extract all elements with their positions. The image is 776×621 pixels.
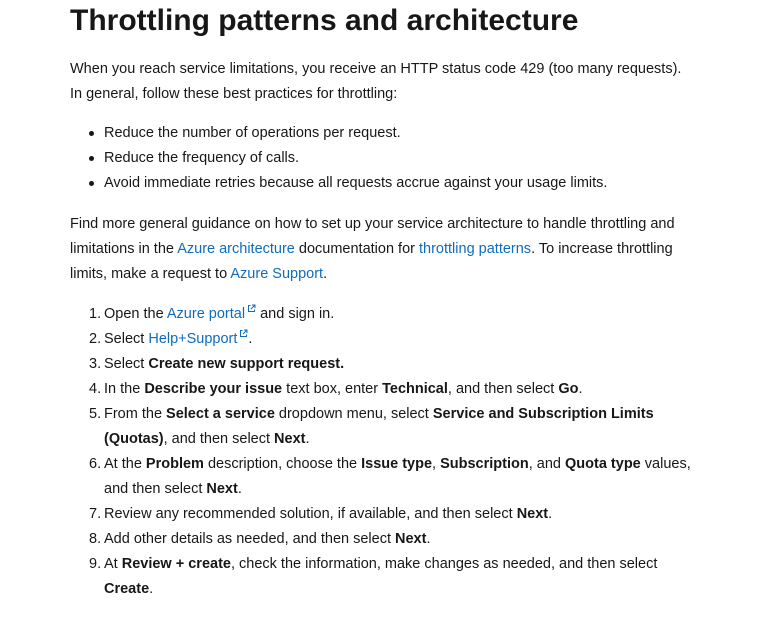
- step-number: 9.: [89, 556, 102, 572]
- page-title: Throttling patterns and architecture: [70, 4, 579, 37]
- step-text: Select: [104, 331, 149, 347]
- step-text: dropdown menu, select: [274, 406, 433, 422]
- step-text: description, choose the: [203, 456, 362, 472]
- ui-term: Service and Subscription Limits (Quotas): [104, 406, 654, 447]
- ui-term: Next: [395, 531, 427, 547]
- ui-term: Subscription: [440, 456, 529, 472]
- azure-portal-link[interactable]: [167, 306, 256, 322]
- step-text: values, and then select: [104, 456, 691, 497]
- step-text: .: [149, 581, 154, 597]
- ui-term: Next: [206, 481, 238, 497]
- list-item: Reduce the frequency of calls.: [104, 146, 704, 171]
- step-text: .: [248, 331, 253, 347]
- step-number: 3.: [89, 356, 102, 372]
- step-item: [89, 377, 694, 402]
- step-text: Review any recommended solution, if available, and then select: [104, 506, 517, 522]
- step-item: [89, 502, 694, 527]
- step-number: 4.: [89, 381, 102, 397]
- guidance-paragraph: [70, 212, 690, 287]
- step-item: [89, 302, 694, 327]
- ui-term: Describe your issue: [144, 381, 283, 397]
- step-text: text box, enter: [282, 381, 383, 397]
- step-text: and sign in.: [256, 306, 335, 322]
- step-text: From the: [104, 406, 167, 422]
- support-request-steps: [70, 302, 694, 602]
- list-item: Avoid immediate retries because all requests accrue against your usage limits.: [104, 171, 704, 196]
- step-text: ,: [432, 456, 441, 472]
- ui-term: Create new support request.: [148, 356, 345, 372]
- step-item: [89, 452, 694, 502]
- ui-term: Create: [104, 581, 150, 597]
- throttling-patterns-link[interactable]: throttling patterns: [419, 241, 532, 257]
- guidance-text: documentation for: [294, 241, 420, 257]
- ui-term: Go: [558, 381, 579, 397]
- step-number: 2.: [89, 331, 102, 347]
- intro-paragraph: When you reach service limitations, you receive an HTTP status code 429 (too many requests). In general, follow these best practices for throttling:: [70, 61, 682, 102]
- ui-term: Next: [274, 431, 306, 447]
- link-label: Help+Support: [148, 331, 238, 347]
- external-link-icon: [239, 329, 248, 338]
- step-item: [89, 327, 694, 352]
- step-text: Open the: [104, 306, 167, 322]
- azure-architecture-link[interactable]: Azure architecture: [177, 241, 295, 257]
- step-number: 6.: [89, 456, 102, 472]
- step-text: .: [237, 481, 242, 497]
- ui-term: Problem: [145, 456, 204, 472]
- step-number: 8.: [89, 531, 102, 547]
- step-item: [89, 352, 694, 377]
- step-text: , and: [528, 456, 566, 472]
- step-item: [89, 552, 694, 602]
- azure-support-link[interactable]: Azure Support: [230, 266, 324, 282]
- ui-term: Issue type: [361, 456, 433, 472]
- ui-term: Quota type: [565, 456, 641, 472]
- step-item: [89, 402, 694, 452]
- ui-term: Next: [516, 506, 549, 522]
- step-number: 7.: [89, 506, 102, 522]
- guidance-text: Find more general guidance on how to set up your service architecture to handle throttling and limitations in the: [70, 216, 675, 257]
- step-text: .: [305, 431, 310, 447]
- ui-term: Review + create: [121, 556, 231, 572]
- step-text: .: [548, 506, 553, 522]
- step-text: Add other details as needed, and then select: [104, 531, 396, 547]
- step-text: At: [104, 556, 122, 572]
- step-text: , and then select: [447, 381, 559, 397]
- step-text: .: [426, 531, 431, 547]
- step-number: 1.: [89, 306, 102, 322]
- guidance-text: .: [323, 266, 328, 282]
- link-label: Azure portal: [166, 306, 246, 322]
- help-support-link[interactable]: [148, 331, 248, 347]
- ui-term: Select a service: [166, 406, 275, 422]
- step-text: Select: [104, 356, 149, 372]
- step-item: [89, 527, 694, 552]
- step-number: 5.: [89, 406, 102, 422]
- step-text: .: [578, 381, 583, 397]
- step-text: At the: [104, 456, 146, 472]
- step-text: , and then select: [163, 431, 275, 447]
- list-item: Reduce the number of operations per request.: [104, 121, 704, 146]
- external-link-icon: [247, 304, 256, 313]
- guidance-text: . To increase throttling limits, make a request to: [70, 241, 673, 282]
- step-text: , check the information, make changes as needed, and then select: [230, 556, 658, 572]
- ui-term: Technical: [382, 381, 448, 397]
- best-practices-list: [70, 121, 704, 196]
- step-text: In the: [104, 381, 145, 397]
